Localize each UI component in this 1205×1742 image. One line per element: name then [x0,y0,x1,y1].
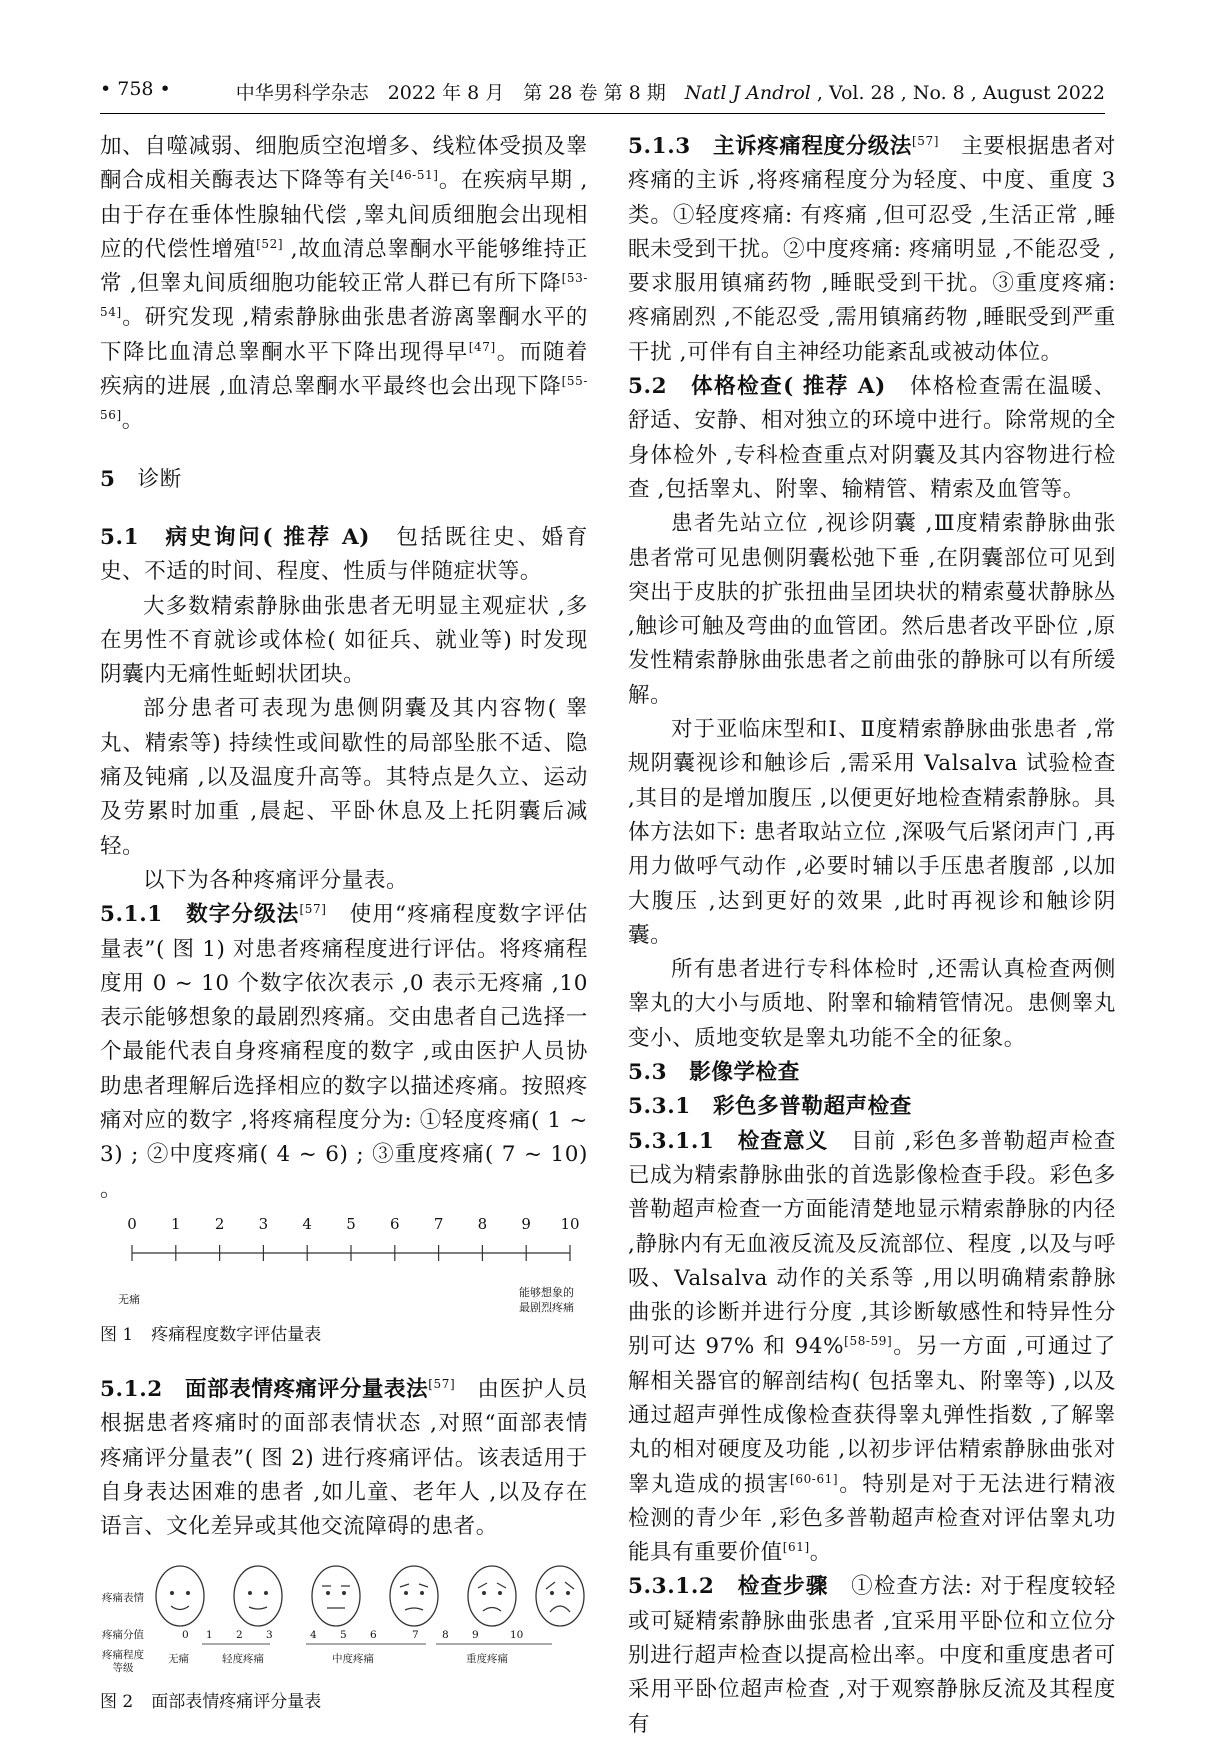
pain-score: 9 [472,1629,479,1642]
row-label-face: 疼痛表情 [102,1592,144,1605]
pain-level: 无痛 [168,1653,189,1666]
scale-number: 8 [477,1214,488,1233]
pain-score: 3 [266,1629,273,1642]
pain-face-icon [390,1566,438,1626]
figure-1-caption: 图 1 疼痛程度数字评估量表 [100,1324,322,1345]
scale-number: 5 [346,1214,356,1233]
page-number: • 758 • [100,78,171,100]
pain-score: 8 [442,1629,449,1642]
pain-face-icon [234,1566,282,1626]
section-5-1-1: 5.1.1 数字分级法[57] 使用“疼痛程度数字评估量表”( 图 1) 对患者疼痛程度进行评估。将疼痛程度用 0 ~ 10 个数字依次表示 ,0 表示无疼痛 ,10 表示能够想象的最剧烈疼痛。交由患者自己选择一个最能代表自身疼痛程度的数字 ,或由医护人员协助患者理解后选择相应的数字以描述疼痛。按照疼痛对应的数字 ,将疼痛程度分为: ①轻度疼痛( 1 ~ 3) ; ②中度疼痛( 4 ~ 6) ; ③重度疼痛( 7 ~ 10) 。 [100,902,588,1202]
pain-level: 中度疼痛 [332,1653,374,1666]
paragraph: 患者先站立位 ,视诊阴囊 ,Ⅲ度精索静脉曲张患者常可见患侧阴囊松弛下垂 ,在阴囊部位可见到突出于皮肤的扩张扭曲呈团块状的精索蔓状静脉丛 ,触诊可触及弯曲的血管团。然后患者改平卧位 ,原发性精索静脉曲张患者之前曲张的静脉可以有所缓解。 [628,511,1116,708]
pain-face-icon [312,1566,360,1626]
figure-1-numeric-scale [100,1213,588,1317]
pain-score: 7 [412,1629,419,1642]
pain-level: 轻度疼痛 [222,1653,264,1666]
no-pain-label: 无痛 [118,1292,140,1306]
running-header [100,78,1105,108]
right-column [628,130,1116,1742]
scale-number: 0 [127,1214,137,1233]
pain-level: 重度疼痛 [466,1653,508,1666]
paragraph: 所有患者进行专科体检时 ,还需认真检查两侧睾丸的大小与质地、附睾和输精管情况。患侧睾丸变小、质地变软是睾丸功能不全的征象。 [628,957,1116,1051]
paragraph: 部分患者可表现为患侧阴囊及其内容物( 睾丸、精索等) 持续性或间歇性的局部坠胀不适、隐痛及钝痛 ,以及温度升高等。其特点是久立、运动及劳累时加重 ,晨起、平卧休息及上托阴囊后减轻。 [100,696,588,859]
paragraph: 加、自噬减弱、细胞质空泡增多、线粒体受损及睾酮合成相关酶表达下降等有关[46-51]。在疾病早期 ,由于存在垂体性腺轴代偿 ,睾丸间质细胞会出现相应的代偿性增殖[52] ,故血清总睾酮水平能够维持正常 ,但睾丸间质细胞功能较正常人群已有所下降[53-54]。研究发现 ,精索静脉曲张患者游离睾酮水平的下降比血清总睾酮水平下降出现得早[47]。而随着疾病的进展 ,血清总睾酮水平最终也会出现下降[55-56]。 [100,134,589,434]
scale-number: 2 [214,1214,225,1233]
pain-face-icon [156,1566,204,1626]
scale-number: 7 [433,1214,444,1233]
scale-number: 9 [521,1214,531,1233]
pain-face-icon [536,1566,584,1626]
left-column [100,130,588,1716]
row-label-level: 疼痛程度 等级 [102,1649,144,1675]
worst-pain-label: 能够想象的 最剧烈疼痛 [519,1285,574,1314]
pain-score: 4 [310,1629,317,1642]
pain-score: 0 [182,1629,189,1642]
section-5-1-2: 5.1.2 面部表情疼痛评分量表法[57] 由医护人员根据患者疼痛时的面部表情状态 ,对照“面部表情疼痛评分量表”( 图 2) 进行疼痛评估。该表适用于自身表达困难的患者 ,如儿童、老年人 ,以及存在语言、文化差异或其他交流障碍的患者。 [100,1376,588,1540]
section-5-3: 5.3 影像学检查 [628,1060,800,1086]
scale-number: 4 [302,1214,312,1233]
section-5-1-3: 5.1.3 主诉疼痛程度分级法[57] 主要根据患者对疼痛的主诉 ,将疼痛程度分为轻度、中度、重度 3 类。①轻度疼痛: 有疼痛 ,但可忍受 ,生活正常 ,睡眠未受到干扰。②中度疼痛: 疼痛明显 ,不能忍受 ,要求服用镇痛药物 ,睡眠受到干扰。③重度疼痛: 疼痛剧烈 ,不能忍受 ,需用镇痛药物 ,睡眠受到严重干扰 ,可伴有自主神经功能紊乱或被动体位。 [628,133,1116,365]
figure-2-faces-scale [100,1558,588,1684]
pain-score: 1 [206,1629,213,1642]
section-5-3-1-2: 5.3.1.2 检查步骤 ①检查方法: 对于程度较轻或可疑精索静脉曲张患者 ,宜采用平卧位和立位分别进行超声检查以提高检出率。中度和重度患者可采用平卧位超声检查 ,对于观察静脉反流及其程度有 [628,1574,1116,1737]
pain-score: 5 [340,1629,347,1642]
paragraph: 对于亚临床型和Ⅰ、Ⅱ度精索静脉曲张患者 ,常规阴囊视诊和触诊后 ,需采用 Valsalva 试验检查 ,其目的是增加腹压 ,以便更好地检查精索静脉。具体方法如下: 患者取站立位 ,深吸气后紧闭声门 ,再用力做呼气动作 ,必要时辅以手压患者腹部 ,以加大腹压 ,达到更好的效果 ,此时再视诊和触诊阴囊。 [628,717,1116,948]
row-label-score: 疼痛分值 [102,1629,144,1642]
pain-score: 10 [510,1629,524,1642]
scale-number: 1 [171,1214,181,1233]
section-5-1: 5.1 病史询问( 推荐 A) 包括既往史、婚育史、不适的时间、程度、性质与伴随症状等。 [100,524,588,585]
scale-number: 6 [390,1214,400,1233]
paragraph: 大多数精索静脉曲张患者无明显主观症状 ,多在男性不育就诊或体检( 如征兵、就业等) 时发现阴囊内无痛性蚯蚓状团块。 [100,593,588,688]
scale-number: 3 [258,1214,269,1233]
paragraph: 以下为各种疼痛评分量表。 [143,867,409,893]
scale-number: 10 [560,1214,580,1233]
section-5-3-1-1: 5.3.1.1 检查意义 目前 ,彩色多普勒超声检查已成为精索静脉曲张的首选影像检查手段。彩色多普勒超声检查一方面能清楚地显示精索静脉的内径 ,静脉内有无血液反流及反流部位、程度 ,以及与呼吸、Valsalva 动作的关系等 ,用以明确精索静脉曲张的诊断并进行分度 ,其诊断敏感性和特异性分别可达 97% 和 94%[58-59]。另一方面 ,可通过了解相关器官的解剖结构( 包括睾丸、附睾等) ,以及通过超声弹性成像检查获得睾丸弹性指数 ,了解睾丸的相对硬度及功能 ,以初步评估精索静脉曲张对睾丸造成的损害[60-61]。特别是对于无法进行精液检测的青少年 ,彩色多普勒超声检查对评估睾丸功能具有重要价值[61]。 [628,1128,1117,1566]
section-heading-5: 5 诊断 [100,466,182,492]
pain-score: 6 [370,1629,377,1642]
header-rule [100,113,1105,114]
section-5-2: 5.2 体格检查( 推荐 A) 体格检查需在温暖、舒适、安静、相对独立的环境中进行。除常规的全身体检外 ,专科检查重点对阴囊及其内容物进行检查 ,包括睾丸、附睾、输精管、精索及血管等。 [628,374,1116,502]
section-5-3-1: 5.3.1 彩色多普勒超声检查 [628,1094,912,1120]
pain-score: 2 [236,1629,243,1642]
journal-citation: 中华男科学杂志 2022 年 8 月 第 28 卷 第 8 期 Natl J Androl , Vol. 28 , No. 8 , August 2022 [235,82,1105,104]
figure-2-caption: 图 2 面部表情疼痛评分量表 [100,1692,322,1713]
pain-face-icon [468,1566,516,1626]
